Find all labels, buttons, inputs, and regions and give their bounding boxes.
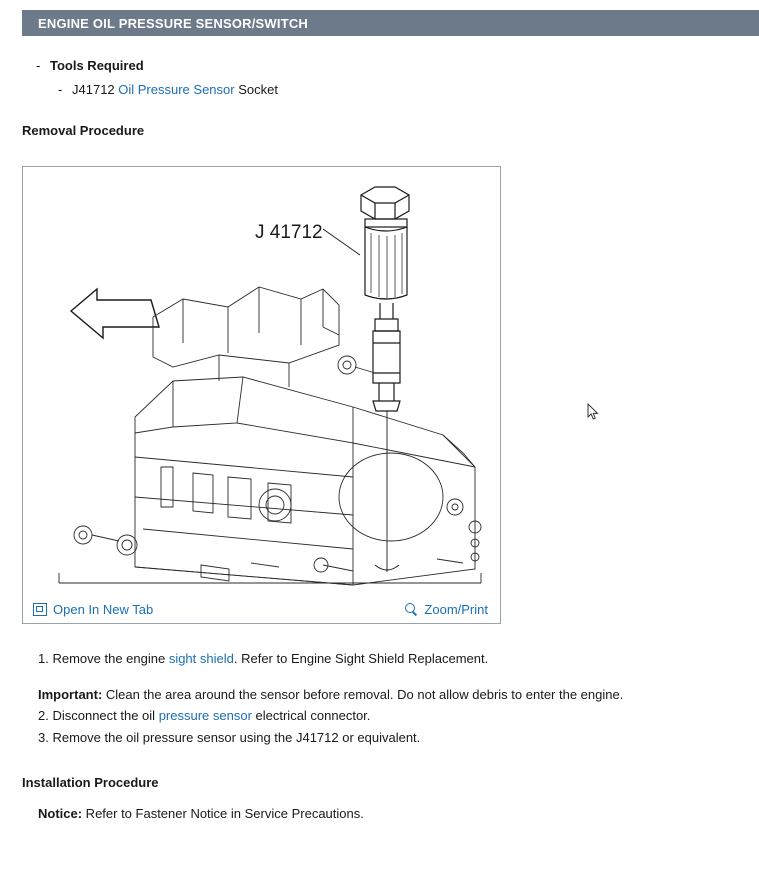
installation-procedure-heading: Installation Procedure — [22, 775, 159, 790]
bullet-dash-icon: - — [58, 82, 63, 97]
tools-required-heading: Tools Required — [50, 58, 144, 73]
important-note — [38, 684, 759, 705]
open-in-new-tab-label: Open In New Tab — [53, 601, 154, 617]
section-title-bar — [22, 10, 759, 36]
removal-steps — [14, 648, 759, 749]
zoom-print-button[interactable] — [405, 602, 488, 617]
page-title: ENGINE OIL PRESSURE SENSOR/SWITCH — [38, 15, 309, 31]
tool-item-text — [72, 80, 278, 99]
link-sight-shield[interactable]: sight shield — [168, 651, 234, 666]
figure-container — [22, 166, 501, 624]
tool-item-prefix: J41712 — [72, 82, 119, 97]
important-label: Important: — [38, 687, 103, 702]
magnifier-icon — [405, 603, 418, 616]
left-margin-rail — [0, 0, 14, 879]
notice-label: Notice: — [38, 806, 83, 821]
link-oil-pressure-sensor[interactable]: Oil Pressure Sensor — [118, 82, 235, 97]
tool-item-suffix: Socket — [234, 82, 278, 97]
important-text: Clean the area around the sensor before removal. Do not allow debris to enter the engine. — [102, 687, 624, 702]
step-1-number: 1. — [38, 651, 49, 666]
open-in-new-tab-icon — [33, 603, 47, 616]
step-2-number: 2. — [38, 708, 49, 723]
step-2-pre: Disconnect the oil — [48, 708, 159, 723]
step-1-pre: Remove the engine — [48, 651, 169, 666]
step-1-post: . Refer to Engine Sight Shield Replacement. — [233, 651, 489, 666]
step-3-pre: Remove the oil pressure sensor using the J41712 or equivalent. — [48, 730, 421, 745]
step-1 — [38, 648, 759, 670]
figure-image[interactable] — [23, 167, 500, 595]
tools-required-heading-row — [36, 56, 759, 75]
step-2 — [38, 705, 759, 727]
figure-footer — [23, 595, 500, 623]
figure-label-text: J 41712 — [255, 222, 323, 243]
open-in-new-tab-button[interactable] — [33, 602, 153, 617]
removal-procedure-heading: Removal Procedure — [22, 123, 145, 138]
notice-block — [14, 806, 759, 821]
step-3-number: 3. — [38, 730, 49, 745]
document-page — [14, 0, 759, 821]
tools-required-block — [14, 56, 759, 99]
zoom-print-label: Zoom/Print — [424, 601, 488, 617]
notice-text: Refer to Fastener Notice in Service Precautions. — [82, 806, 364, 821]
link-pressure-sensor[interactable]: pressure sensor — [158, 708, 252, 723]
step-2-post: electrical connector. — [251, 708, 371, 723]
bullet-dash-icon: - — [36, 58, 41, 73]
step-3 — [38, 727, 759, 749]
tool-item-row — [58, 80, 759, 99]
